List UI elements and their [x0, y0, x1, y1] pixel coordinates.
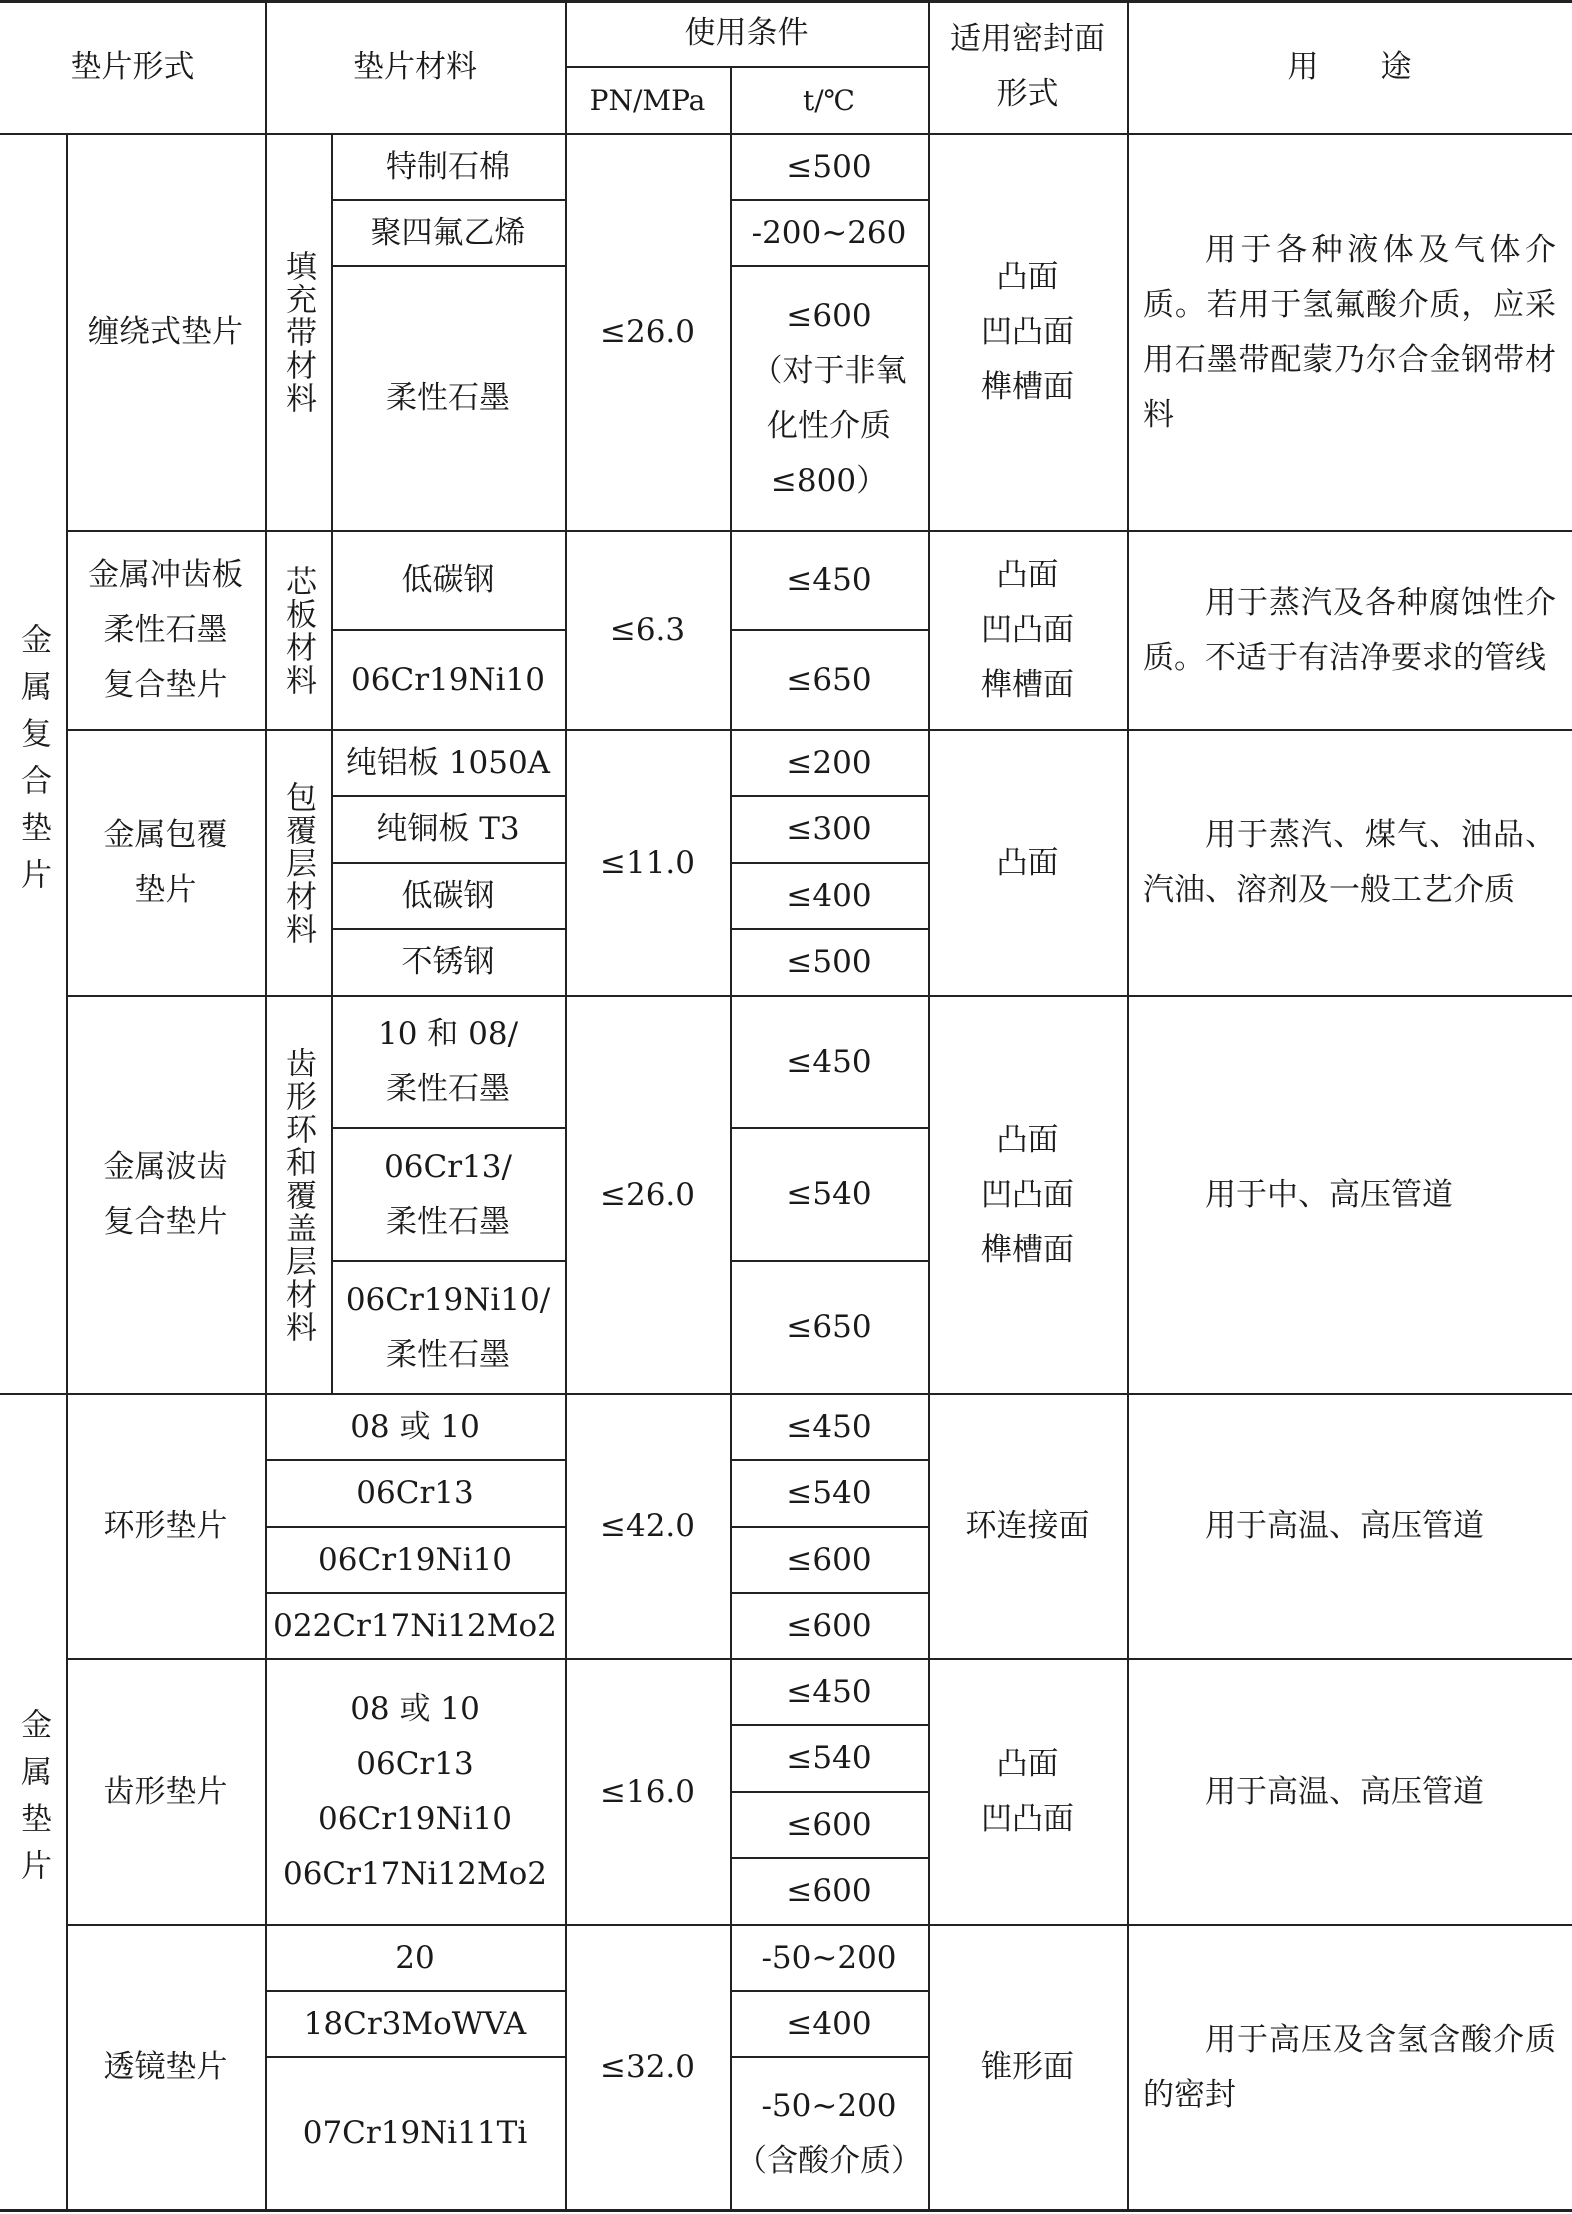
col-rule	[331, 134, 333, 1394]
row-rule	[331, 265, 565, 267]
col-rule	[66, 134, 68, 2210]
clad-material: 低碳钢	[401, 877, 495, 914]
ring-usage: 用于高温、高压管道	[1205, 1508, 1484, 1544]
header-pn: PN/MPa	[589, 84, 706, 117]
spiral-material: 聚四氟乙烯	[370, 214, 526, 251]
row-rule	[265, 1459, 565, 1461]
ring-temp: ≤600	[786, 1541, 872, 1578]
clad-temp: ≤400	[786, 877, 872, 914]
ring-temp: ≤540	[786, 1475, 872, 1511]
row-rule	[730, 2056, 928, 2058]
punched-temp: ≤650	[786, 661, 872, 698]
category-rule	[0, 1393, 1572, 1395]
serrated-temp: ≤450	[786, 1673, 872, 1710]
row-rule	[331, 928, 565, 930]
section-rule	[66, 530, 1572, 532]
row-rule	[730, 862, 928, 864]
serrated-materials: 08 或 10 06Cr13 06Cr19Ni10 06Cr17Ni12Mo2	[282, 1691, 548, 1892]
serrated-usage: 用于高温、高压管道	[1205, 1773, 1484, 1810]
row-rule	[265, 2056, 565, 2058]
serrated-faces: 凸面 凹凸面	[981, 1746, 1074, 1837]
row-rule	[730, 1791, 928, 1793]
row-rule	[265, 1592, 565, 1594]
spiral-faces: 凸面 凹凸面 榫槽面	[981, 259, 1074, 405]
ring-faces: 环连接面	[965, 1508, 1090, 1544]
conditions-rule	[565, 66, 928, 68]
row-rule	[730, 1459, 928, 1461]
punched-material: 低碳钢	[401, 562, 495, 598]
serrated-temp: ≤600	[786, 1873, 872, 1909]
lens-usage: 用于高压及含氢含酸介质的密封	[1143, 2021, 1556, 2113]
clad-temp: ≤200	[786, 744, 872, 781]
corrugated-pn: ≤26.0	[600, 1176, 695, 1213]
corrugated-group: 齿形环和覆盖层材料	[280, 1046, 316, 1344]
punched-temp: ≤450	[786, 562, 872, 598]
spiral-temp: ≤600 （对于非氧 化性介质 ≤800）	[751, 297, 907, 499]
clad-faces: 凸面	[996, 844, 1059, 881]
corrugated-material: 06Cr13/ 柔性石墨	[384, 1148, 512, 1240]
corrugated-material: 06Cr19Ni10/ 柔性石墨	[345, 1281, 551, 1373]
header-temperature: t/℃	[802, 84, 855, 117]
corrugated-usage: 用于中、高压管道	[1205, 1176, 1453, 1213]
row-rule	[730, 1592, 928, 1594]
row-rule	[331, 629, 565, 631]
header-gasket-type: 垫片形式	[70, 48, 195, 85]
ring-temp: ≤450	[786, 1408, 872, 1445]
clad-temp: ≤300	[786, 811, 872, 847]
row-rule	[730, 1526, 928, 1528]
clad-temp: ≤500	[786, 944, 872, 980]
header-rule	[0, 133, 1572, 135]
lens-type: 透镜垫片	[103, 2049, 228, 2085]
col-rule	[730, 66, 732, 2210]
serrated-temp: ≤540	[786, 1740, 872, 1776]
header-seal-face: 适用密封面 形式	[950, 21, 1105, 112]
punched-group: 芯板材料	[280, 564, 316, 697]
section-rule	[66, 729, 1572, 731]
row-rule	[331, 1260, 565, 1262]
spiral-material: 特制石棉	[386, 148, 510, 185]
row-rule	[730, 265, 928, 267]
punched-pn: ≤6.3	[609, 612, 686, 648]
row-rule	[730, 1857, 928, 1859]
ring-material: 06Cr19Ni10	[318, 1541, 512, 1578]
corrugated-type: 金属波齿 复合垫片	[103, 1149, 228, 1240]
lens-material: 20	[395, 1939, 435, 1976]
table-border-bottom	[0, 2209, 1572, 2212]
category-composite: 金属复合垫片	[15, 623, 51, 905]
clad-material: 纯铜板 T3	[376, 811, 520, 847]
header-usage: 用 途	[1287, 48, 1412, 85]
row-rule	[730, 928, 928, 930]
corrugated-material: 10 和 08/ 柔性石墨	[377, 1016, 519, 1107]
section-rule	[66, 1658, 1572, 1660]
row-rule	[730, 199, 928, 201]
spiral-type: 缠绕式垫片	[88, 314, 243, 350]
ring-material: 08 或 10	[350, 1408, 480, 1445]
lens-temp: -50~200	[761, 1939, 897, 1976]
corrugated-temp: ≤540	[786, 1176, 872, 1212]
lens-temp: ≤400	[786, 2005, 872, 2042]
spiral-group: 填充带材料	[280, 250, 316, 415]
lens-material: 18Cr3MoWVA	[303, 2005, 527, 2042]
punched-material: 06Cr19Ni10	[351, 661, 545, 698]
punched-usage: 用于蒸汽及各种腐蚀性介质。不适于有洁净要求的管线	[1143, 584, 1556, 676]
row-rule	[730, 1724, 928, 1726]
ring-type: 环形垫片	[103, 1508, 228, 1544]
section-rule	[66, 995, 1572, 997]
row-rule	[265, 1990, 565, 1992]
ring-pn: ≤42.0	[600, 1508, 695, 1544]
header-conditions: 使用条件	[684, 15, 809, 51]
col-rule	[928, 0, 930, 2210]
lens-material: 07Cr19Ni11Ti	[302, 2115, 528, 2151]
spiral-material: 柔性石墨	[386, 380, 510, 416]
corrugated-temp: ≤650	[786, 1309, 872, 1345]
table-border-top	[0, 0, 1572, 3]
col-rule	[1127, 0, 1129, 2210]
col-rule	[265, 0, 267, 2210]
clad-type: 金属包覆 垫片	[103, 817, 228, 908]
clad-usage: 用于蒸汽、煤气、油品、汽油、溶剂及一般工艺介质	[1143, 817, 1556, 908]
serrated-type: 齿形垫片	[103, 1773, 228, 1810]
lens-pn: ≤32.0	[600, 2049, 695, 2085]
header-gasket-material: 垫片材料	[353, 48, 477, 85]
row-rule	[730, 795, 928, 797]
col-rule	[565, 0, 567, 2210]
punched-faces: 凸面 凹凸面 榫槽面	[981, 557, 1074, 703]
row-rule	[730, 1127, 928, 1129]
category-metal: 金属垫片	[15, 1708, 51, 1896]
row-rule	[730, 1260, 928, 1262]
lens-faces: 锥形面	[981, 2049, 1074, 2085]
lens-temp: -50~200 （含酸介质）	[736, 2087, 922, 2179]
serrated-temp: ≤600	[786, 1806, 872, 1843]
clad-material: 不锈钢	[401, 944, 495, 980]
ring-temp: ≤600	[786, 1607, 872, 1644]
row-rule	[730, 1990, 928, 1992]
row-rule	[265, 1526, 565, 1528]
row-rule	[331, 795, 565, 797]
row-rule	[331, 1127, 565, 1129]
spiral-usage: 用于各种液体及气体介质。若用于氢氟酸介质，应采用石墨带配蒙乃尔合金钢带材料	[1143, 231, 1556, 433]
corrugated-faces: 凸面 凹凸面 榫槽面	[981, 1121, 1074, 1268]
row-rule	[331, 862, 565, 864]
clad-group: 包覆层材料	[280, 780, 316, 946]
row-rule	[730, 629, 928, 631]
corrugated-temp: ≤450	[786, 1043, 872, 1080]
spiral-temp: ≤500	[786, 148, 872, 185]
clad-pn: ≤11.0	[600, 844, 695, 881]
section-rule	[66, 1924, 1572, 1926]
row-rule	[331, 199, 565, 201]
clad-material: 纯铝板 1050A	[345, 744, 551, 781]
punched-type: 金属冲齿板 柔性石墨 复合垫片	[88, 557, 243, 703]
ring-material: 022Cr17Ni12Mo2	[273, 1607, 557, 1644]
serrated-pn: ≤16.0	[600, 1773, 695, 1810]
spiral-pn: ≤26.0	[600, 314, 695, 350]
spiral-temp: -200~260	[751, 214, 907, 251]
ring-material: 06Cr13	[356, 1475, 474, 1511]
